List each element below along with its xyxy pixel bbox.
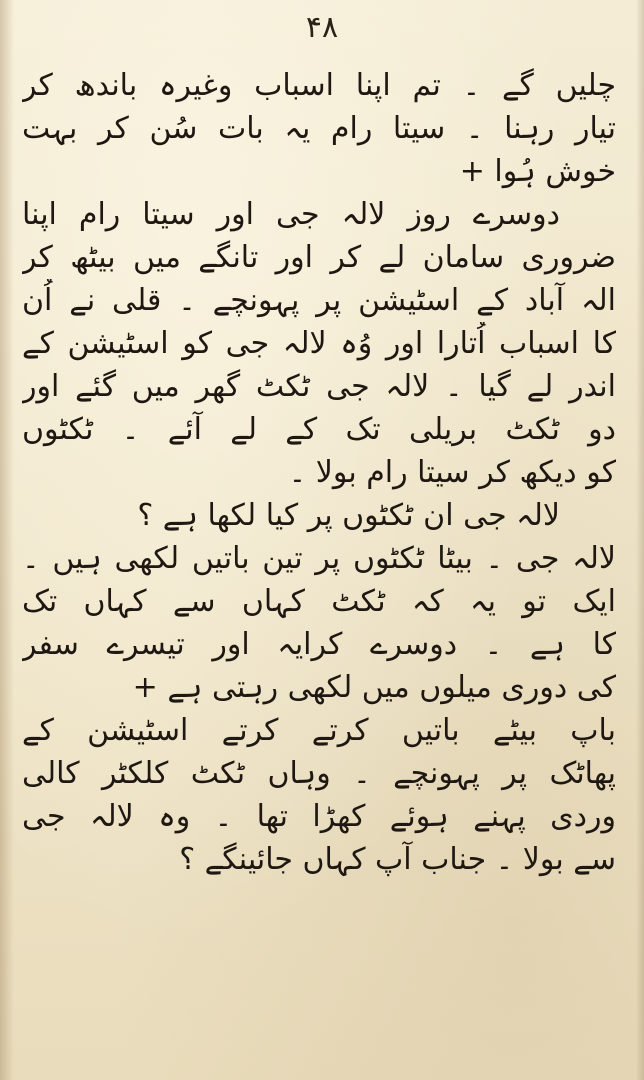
text-line: سے بولا ۔ جناب آپ کہاں جائینگے ؟: [179, 842, 616, 877]
body-text: [22, 64, 616, 881]
text-line: چلیں گے ۔ تم اپنا اسباب وغیرہ باندھ کر: [22, 68, 616, 103]
text-line: دوسرے روز لالہ جی اور سیتا رام اپنا: [22, 197, 560, 232]
text-line: باپ بیٹے باتیں کرتے کرتے اسٹیشن کے: [22, 713, 616, 748]
text-line: دو ٹکٹ بریلی تک کے لے آئے ۔ ٹکٹوں: [22, 412, 616, 447]
text-line: کا اسباب اُتارا اور وُہ لالہ جی کو اسٹیشن کے: [22, 326, 616, 361]
text-line: تیار رہنا ۔ سیتا رام یہ بات سُن کر بہت: [22, 111, 616, 146]
page-edge-shadow: [636, 0, 644, 1080]
text-line: کی دوری میلوں میں لکھی رہتی ہے +: [132, 670, 616, 705]
text-line: کا ہے ۔ دوسرے کرایہ اور تیسرے سفر: [22, 627, 616, 662]
text-line: کو دیکھ کر سیتا رام بولا ۔: [288, 455, 616, 490]
text-line: ایک تو یہ کہ ٹکٹ کہاں سے کہاں تک: [22, 584, 616, 619]
text-line: لالہ جی ان ٹکٹوں پر کیا لکھا ہے ؟: [137, 498, 560, 533]
text-line: خوش ہُوا +: [459, 154, 616, 189]
text-line: لالہ جی ۔ بیٹا ٹکٹوں پر تین باتیں لکھی ہیں ۔: [22, 541, 616, 576]
text-line: وردی پہنے ہوئے کھڑا تھا ۔ وہ لالہ جی: [22, 799, 616, 834]
page-spine-shadow: [0, 0, 14, 1080]
text-line: پھاٹک پر پہونچے ۔ وہاں ٹکٹ کلکٹر کالی: [22, 756, 616, 791]
page-number: ۴۸: [305, 10, 339, 45]
text-line: ضروری سامان لے کر اور تانگے میں بیٹھ کر: [22, 240, 616, 275]
text-line: اندر لے گیا ۔ لالہ جی ٹکٹ گھر میں گئے اور: [22, 369, 616, 404]
text-line: الہ آباد کے اسٹیشن پر پہونچے ۔ قلی نے اُن: [22, 283, 616, 318]
